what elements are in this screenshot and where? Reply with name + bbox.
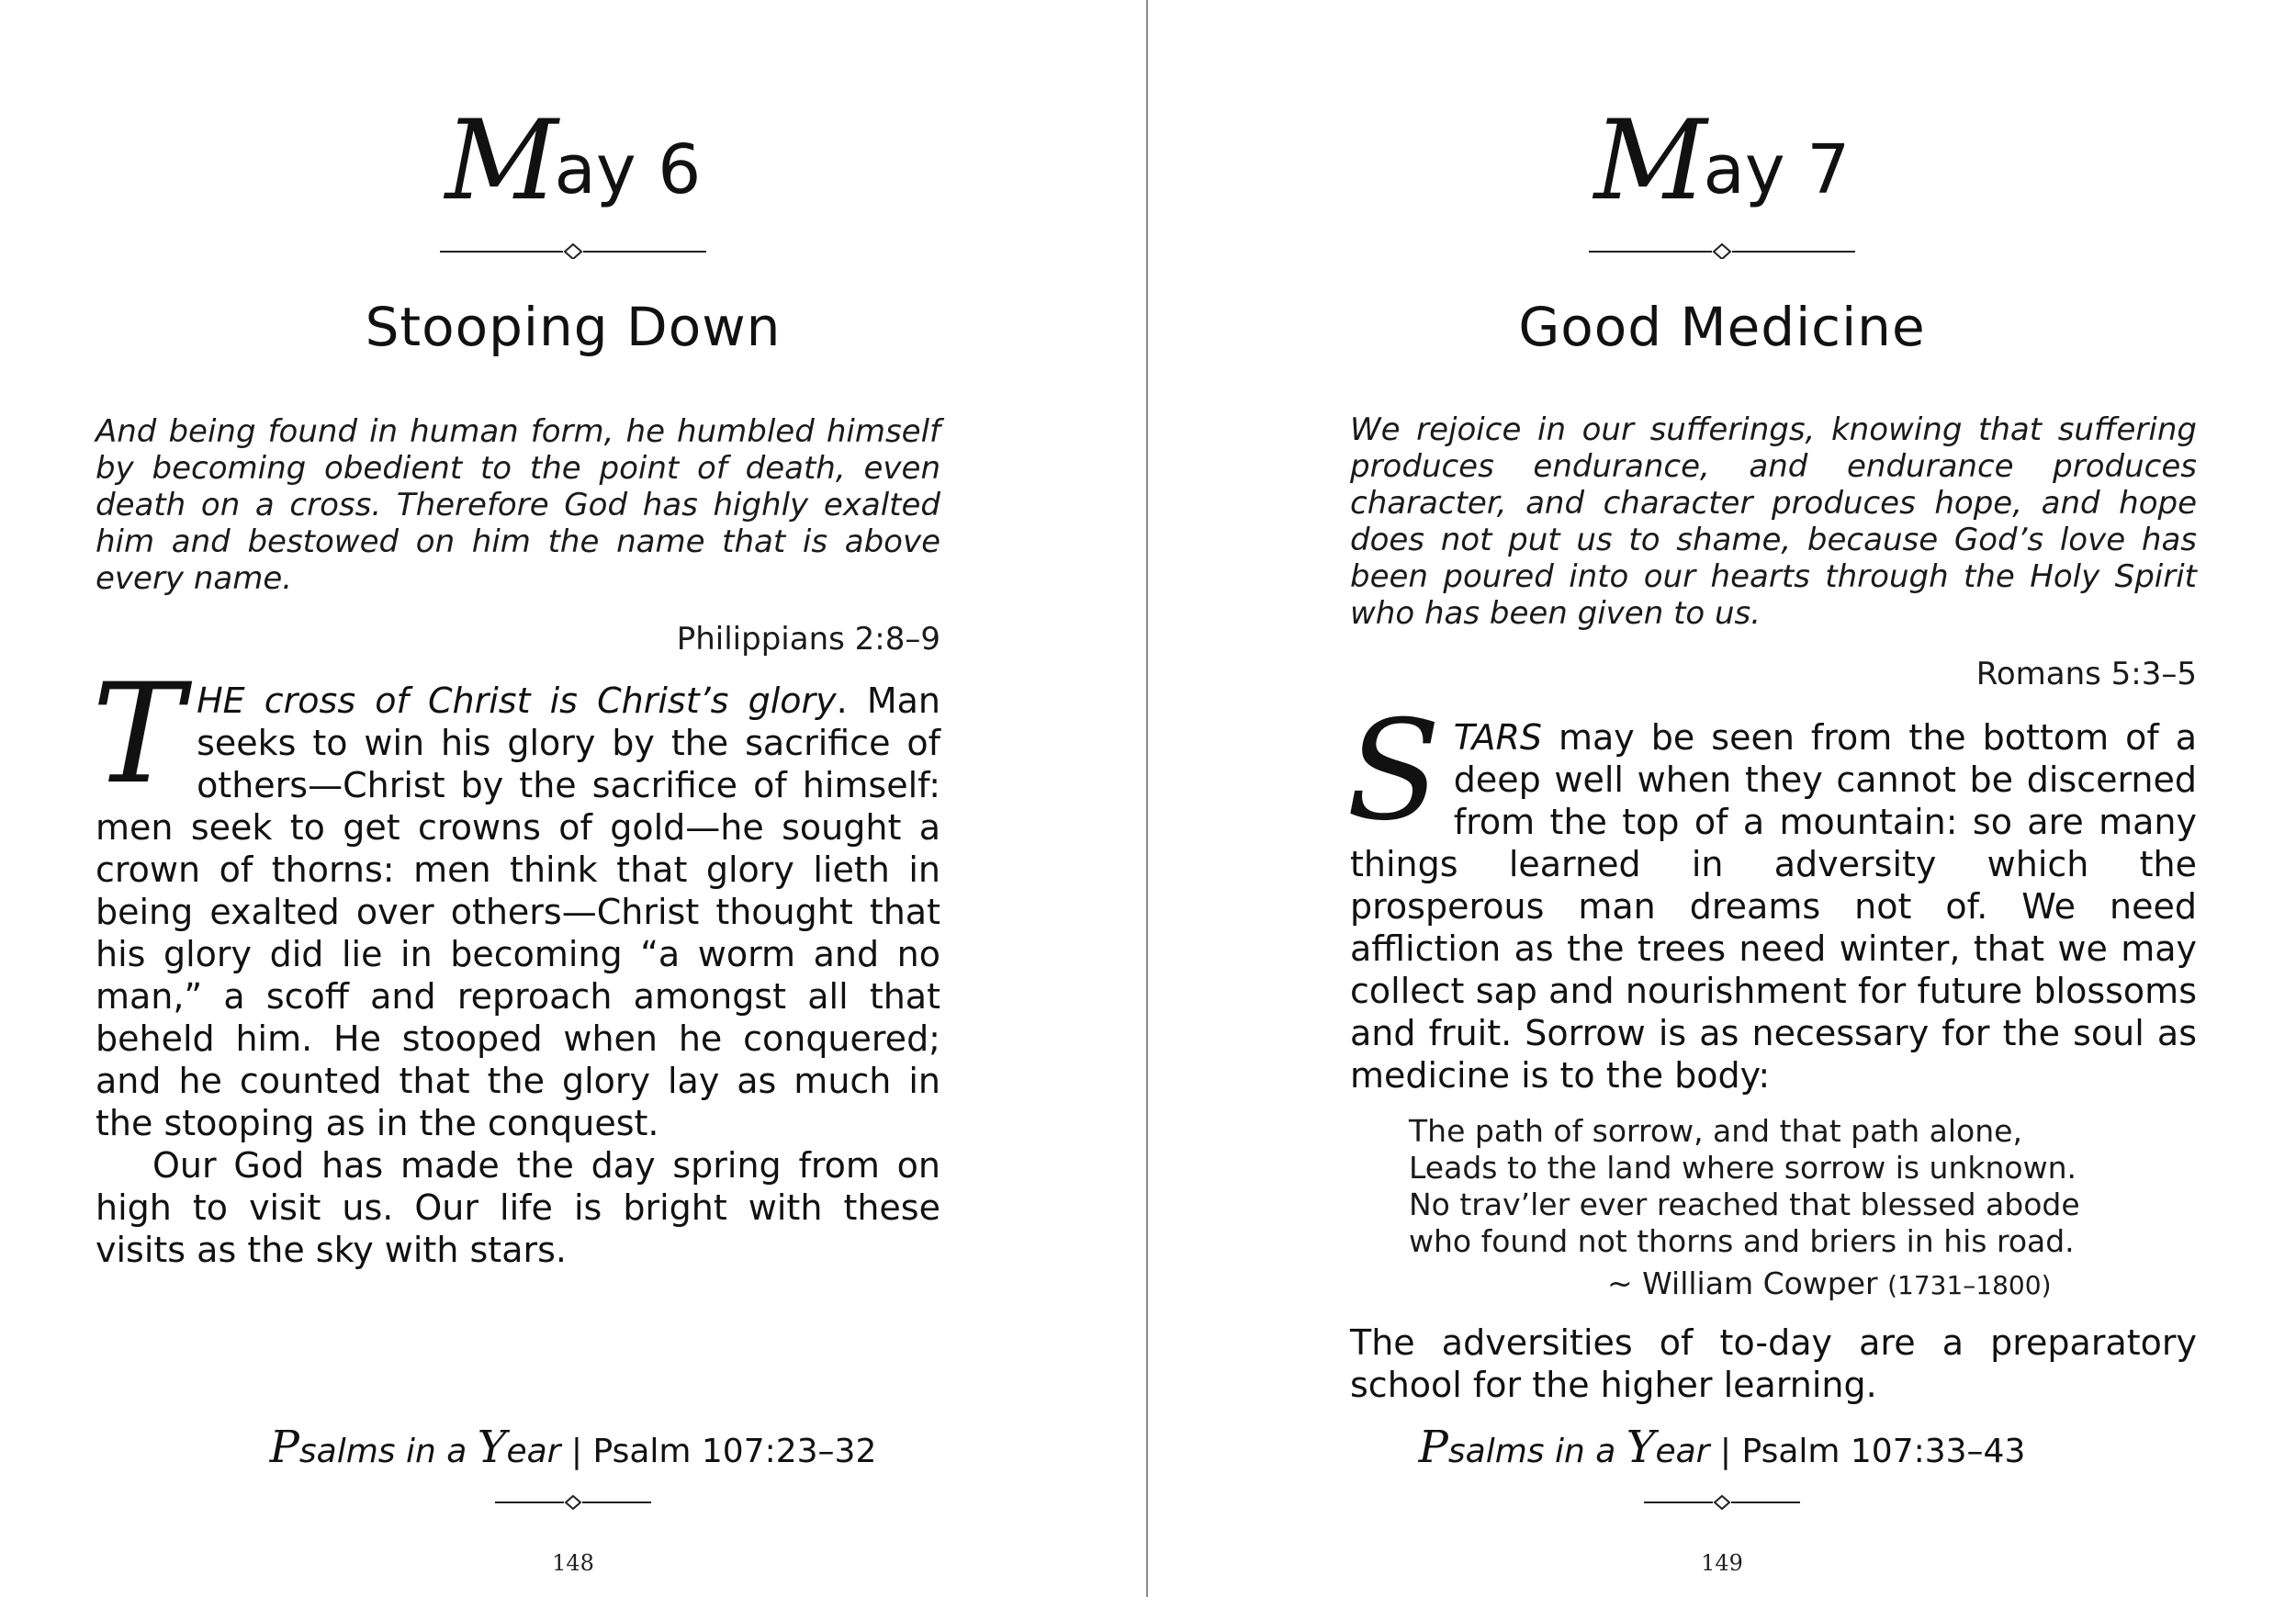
scripture-reference: Philippians 2:8–9 bbox=[676, 621, 940, 658]
right-page bbox=[1148, 0, 2296, 1597]
poem-block bbox=[1350, 1113, 2197, 1301]
page-title: Stooping Down bbox=[365, 296, 782, 358]
poem-line: No trav’ler ever reached that blessed abode bbox=[1409, 1187, 2080, 1222]
divider-ornament bbox=[0, 241, 1146, 263]
diamond-rule-icon bbox=[1589, 241, 1855, 259]
left-page bbox=[0, 0, 1146, 1597]
body-paragraph-2: Our God has made the day spring from on high to visit us. Our life is bright with these visits as the sky with stars. bbox=[96, 1145, 940, 1270]
poem-line: Leads to the land where sorrow is unknown. bbox=[1409, 1150, 2077, 1186]
body-paragraph-1 bbox=[1346, 692, 2197, 1097]
drop-cap: S bbox=[1346, 692, 1441, 851]
reading-reference: | Psalm 107:33–43 bbox=[1709, 1433, 2026, 1470]
scripture-block bbox=[1350, 411, 2197, 692]
page-number: 149 bbox=[1701, 1550, 1743, 1576]
footer-ornament bbox=[0, 1493, 1146, 1515]
body-lead: TARS bbox=[1453, 717, 1543, 758]
divider-ornament bbox=[1148, 241, 2296, 263]
page-title: Good Medicine bbox=[1518, 296, 1926, 358]
body-paragraph-2: The adversities of to-day are a preparatory school for the higher learning. bbox=[1350, 1322, 2197, 1405]
poem-attribution bbox=[1607, 1265, 2197, 1301]
scripture-text: We rejoice in our sufferings, knowing that suffering produces endurance, and endurance produces character, and character produces hope, and hope does not put us to shame, because God’s love has been poured into our hearts through the Holy Spirit who has been given to us. bbox=[1350, 411, 2197, 632]
scripture-block bbox=[96, 413, 940, 658]
body-lead: HE cross of Christ is Christ’s glory bbox=[197, 680, 837, 721]
date-heading bbox=[1148, 97, 2296, 225]
diamond-rule-icon bbox=[440, 241, 706, 259]
month-rest: ay bbox=[1703, 130, 1785, 209]
poem-author: ~ William Cowper bbox=[1607, 1265, 1878, 1301]
body-text: . Man seeks to win his glory by the sacrifice of others—Christ by the sacrifice of himself: men seek to get crowns of gold—he sought a crown of thorns: men think that glory lieth in being exalted over others—Christ thought that his glory did lie in becoming “a worm and no man,” a scoff and reproach amongst all that beheld him. He stooped when he conquered; and he counted that the glory lay as much in the stooping as in the conquest. bbox=[96, 680, 940, 1143]
footer-ornament bbox=[1148, 1493, 2296, 1515]
diamond-rule-icon bbox=[1644, 1493, 1800, 1512]
body-paragraph-1 bbox=[92, 655, 940, 1144]
poem-line: who found not thorns and briers in his road. bbox=[1409, 1223, 2075, 1259]
poem-line: The path of sorrow, and that path alone, bbox=[1409, 1113, 2022, 1149]
diamond-rule-icon bbox=[495, 1493, 651, 1512]
month-initial: M bbox=[1593, 97, 1702, 225]
day-number: 7 bbox=[1806, 130, 1851, 209]
day-number: 6 bbox=[658, 130, 702, 209]
drop-cap: T bbox=[92, 655, 185, 815]
scripture-text: And being found in human form, he humbled himself by becoming obedient to the point of death, even death on a cross. Therefore God has highly exalted him and bestowed on him the name that is above every name. bbox=[96, 413, 940, 597]
month-rest: ay bbox=[554, 130, 636, 209]
reading-plan: Psalms in a Year | Psalm 107:33–43 bbox=[1418, 1422, 2026, 1473]
month-initial: M bbox=[445, 97, 553, 225]
reading-plan: Psalms in a Year | Psalm 107:23–32 bbox=[269, 1422, 877, 1473]
page-number: 148 bbox=[552, 1550, 594, 1576]
devotional-body bbox=[92, 655, 940, 1271]
scripture-reference: Romans 5:3–5 bbox=[1975, 656, 2197, 692]
body-text: may be seen from the bottom of a deep well when they cannot be discerned from the top of a mountain: so are many things learned in adversity which the prosperous man dreams not of. We need affliction as the trees need winter, that we may collect sap and nourishment for future blossoms and fruit. Sorrow is as necessary for the soul as medicine is to the body: bbox=[1350, 717, 2197, 1096]
devotional-body bbox=[1346, 692, 2197, 1406]
date-heading bbox=[0, 97, 1146, 225]
poem-years: (1731–1800) bbox=[1887, 1270, 2052, 1300]
reading-reference: | Psalm 107:23–32 bbox=[560, 1433, 877, 1470]
